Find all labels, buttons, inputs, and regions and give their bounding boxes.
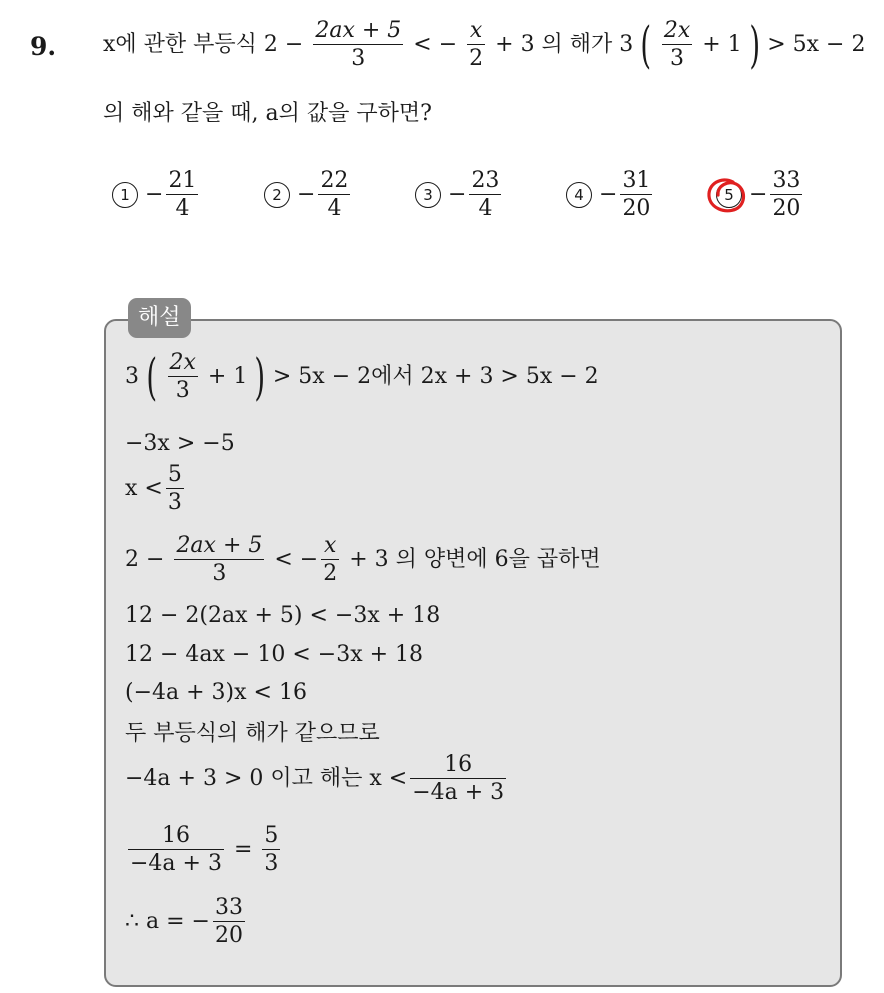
solution-line-6: 12 − 4ax − 10 < −3x + 18 — [125, 642, 424, 667]
question-text-3: + 3 의 해가 3 — [495, 31, 634, 57]
choice-fraction: $\frac{23}{4}$ — [471, 168, 500, 222]
fraction: $\frac{2x}{3}$ — [663, 18, 691, 72]
choice-marker: 5 — [716, 182, 742, 208]
question-text-1: x에 관한 부등식 2 − — [103, 31, 304, 57]
solution-tag: 해설 — [128, 298, 191, 338]
choice-2[interactable] — [264, 168, 353, 222]
answer-circle-mark — [703, 174, 751, 218]
solution-line-10: $\frac{16}{-4a + 3}$ = $\frac{5}{3}$ — [130, 823, 279, 877]
solution-line-11: ∴ a = − $\frac{33}{20}$ — [125, 895, 243, 949]
left-paren: ( — [146, 347, 158, 406]
choice-sign: − — [297, 181, 316, 207]
question-text-4: + 1 — [702, 31, 742, 57]
choice-fraction: $\frac{21}{4}$ — [168, 168, 197, 222]
solution-line-1: 3 ( $\frac{2x}{3}$ + 1 ) > 5x − 2에서 2x + 3 > 5x − 2 — [125, 347, 599, 406]
choice-marker: 1 — [112, 182, 138, 208]
left-paren: ( — [640, 15, 652, 74]
solution-line-4: 2 − $\frac{2ax + 5}{3}$ < − $\frac{x}{2}$ + 3 의 양변에 6을 곱하면 — [125, 533, 601, 587]
question-text-5: > 5x − 2 — [767, 31, 866, 57]
fraction: $\frac{16}{-4a + 3}$ — [412, 752, 505, 806]
fraction: $\frac{x}{2}$ — [469, 18, 484, 72]
solution-line-7: (−4a + 3)x < 16 — [125, 680, 307, 705]
fraction: $\frac{2ax + 5}{3}$ — [315, 18, 402, 72]
choice-fraction: $\frac{33}{20}$ — [772, 168, 801, 222]
solution-line-5: 12 − 2(2ax + 5) < −3x + 18 — [125, 603, 441, 628]
right-paren: ) — [749, 15, 760, 74]
fraction: $\frac{5}{3}$ — [264, 823, 279, 877]
choice-fraction: $\frac{22}{4}$ — [320, 168, 349, 222]
choice-marker: 2 — [264, 182, 290, 208]
question-line-1 — [103, 15, 866, 74]
fraction: $\frac{2ax + 5}{3}$ — [176, 533, 263, 587]
solution-line-9: −4a + 3 > 0 이고 해는 x < $\frac{16}{-4a + 3}$ — [125, 752, 505, 806]
question-text-2: < − — [413, 31, 458, 57]
choice-1[interactable] — [112, 168, 201, 222]
choice-marker: 3 — [415, 182, 441, 208]
question-number: 9. — [30, 32, 57, 61]
choice-marker: 4 — [566, 182, 592, 208]
choice-fraction: $\frac{31}{20}$ — [622, 168, 651, 222]
fraction: $\frac{16}{-4a + 3}$ — [130, 823, 222, 877]
choice-4[interactable] — [566, 168, 655, 222]
choice-sign: − — [599, 181, 618, 207]
choice-sign: − — [749, 181, 768, 207]
solution-line-2: −3x > −5 — [125, 431, 235, 456]
solution-line-8: 두 부등식의 해가 같으므로 — [125, 721, 380, 746]
choice-sign: − — [448, 181, 467, 207]
right-paren: ) — [254, 347, 266, 406]
choice-3[interactable] — [415, 168, 504, 222]
fraction: $\frac{2x}{3}$ — [169, 350, 196, 404]
fraction: $\frac{33}{20}$ — [214, 895, 243, 949]
choice-sign: − — [145, 181, 164, 207]
solution-line-3: x < $\frac{5}{3}$ — [125, 462, 182, 516]
question-line-2: 의 해와 같을 때, a의 값을 구하면? — [103, 101, 432, 126]
fraction: $\frac{5}{3}$ — [167, 462, 182, 516]
fraction: $\frac{x}{2}$ — [323, 533, 338, 587]
